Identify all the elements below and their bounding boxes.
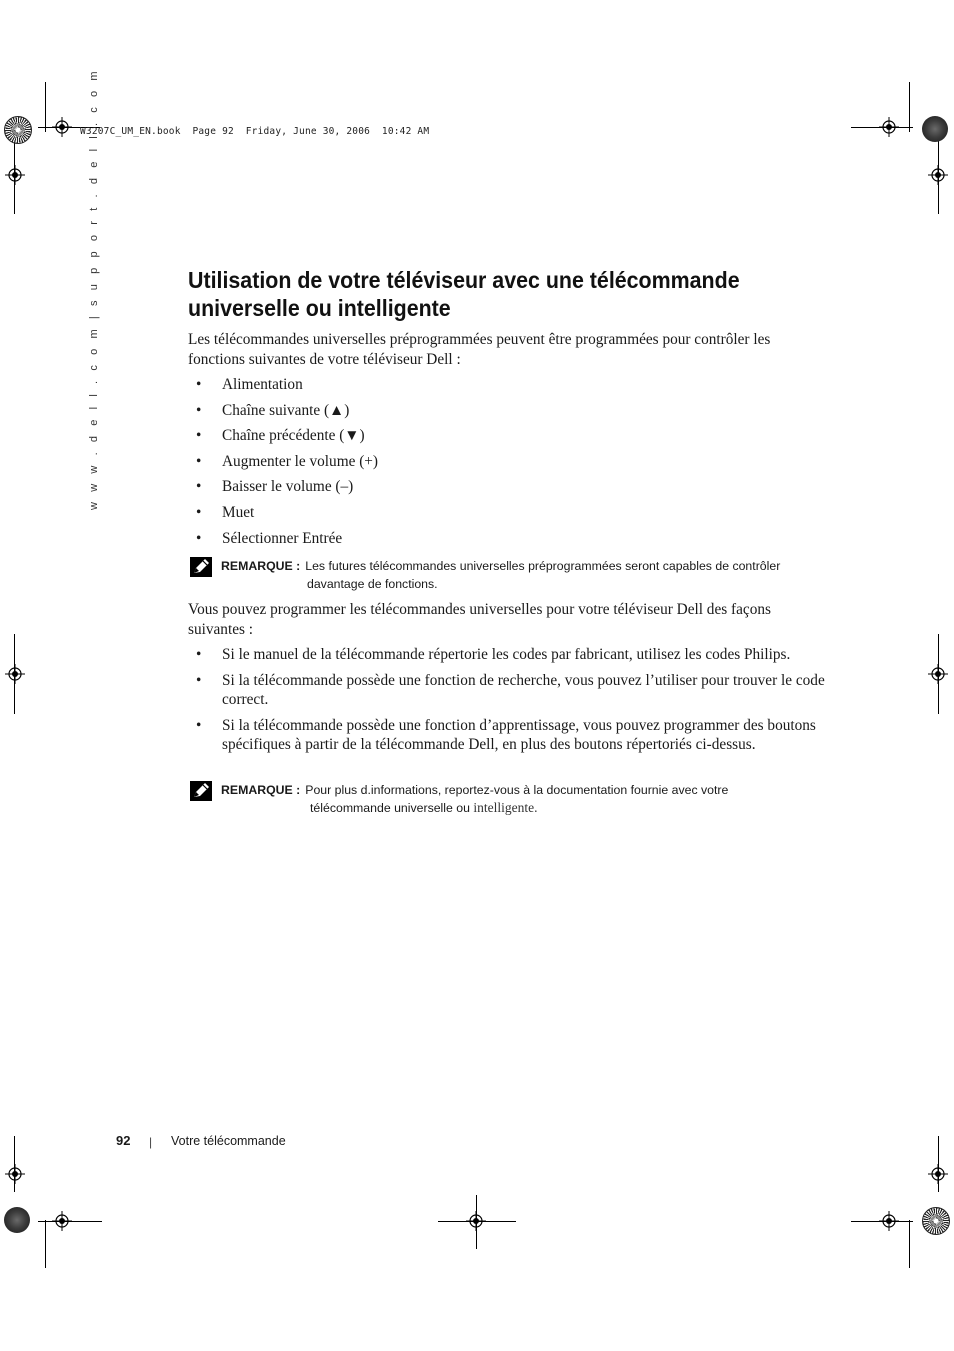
note-text: télécommande universelle ou [310,801,474,815]
note-text: Pour plus d.informations, reportez-vous à la documentation fournie avec votre [305,783,729,797]
note-label: REMARQUE : [221,559,301,573]
registration-mark-icon [879,1211,899,1231]
list-item: • Si le manuel de la télécommande répertorie les codes par fabricant, utilisez les codes Philips. [196,646,791,663]
methods-list [196,645,826,761]
list-item: • Baisser le volume (–) [196,478,354,496]
intro-paragraph: Les télécommandes universelles préprogrammées peuvent être programmées pour contrôler les fonctions suivantes de votre téléviseur Dell : [188,331,771,368]
registration-mark-icon [5,165,25,185]
star-target-icon [4,116,32,144]
registration-mark-icon [52,1211,72,1231]
note-text-serif: intelligente. [473,800,538,815]
footer-separator: | [149,1135,153,1149]
note-pencil-icon [190,781,212,801]
note-pencil-icon [190,557,212,577]
registration-mark-icon [52,117,72,137]
side-url: w w w . d e l l . c o m | s u p p o r t . d e l l . c o m [88,67,100,510]
registration-mark-icon [5,664,25,684]
print-header: W3207C_UM_EN.book Page 92 Friday, June 30, 2006 10:42 AM [80,126,430,137]
list-item: • Sélectionner Entrée [196,529,343,547]
note-text: davantage de fonctions. [307,577,438,591]
footer-section-title: Votre télécommande [171,1134,286,1148]
list-item: • Chaîne précédente (▼) [196,427,365,445]
note-text: Les futures télécommandes universelles préprogrammées seront capables de contrôler [305,559,781,573]
list-item: • Muet [196,503,255,521]
registration-mark-icon [928,165,948,185]
registration-mark-icon [928,1164,948,1184]
functions-list [196,375,826,554]
list-item: • Si la télécommande possède une fonction d’apprentissage, vous pouvez programmer des boutons spécifiques à partir de la télécommande Dell, en plus des boutons répertoriés ci-dessus. [196,716,816,753]
gray-disc-icon [922,116,948,142]
list-item: • Alimentation [196,376,303,393]
list-item: • Chaîne suivante (▲) [196,401,350,419]
registration-mark-icon [928,664,948,684]
list-item: • Augmenter le volume (+) [196,452,379,470]
gray-disc-icon [4,1207,30,1233]
list-item: • Si la télécommande possède une fonction de recherche, vous pouvez l’utiliser pour trouver le code correct. [196,671,825,708]
page-number: 92 [116,1133,131,1148]
program-intro-paragraph: Vous pouvez programmer les télécommandes universelles pour votre téléviseur Dell des façons suivantes : [188,601,771,638]
registration-mark-icon [466,1211,486,1231]
registration-mark-icon [879,117,899,137]
note-label: REMARQUE : [221,783,301,797]
star-target-icon [922,1207,950,1235]
registration-mark-icon [5,1164,25,1184]
page-title: Utilisation de votre téléviseur avec une télécommande universelle ou intelligente [188,267,740,321]
